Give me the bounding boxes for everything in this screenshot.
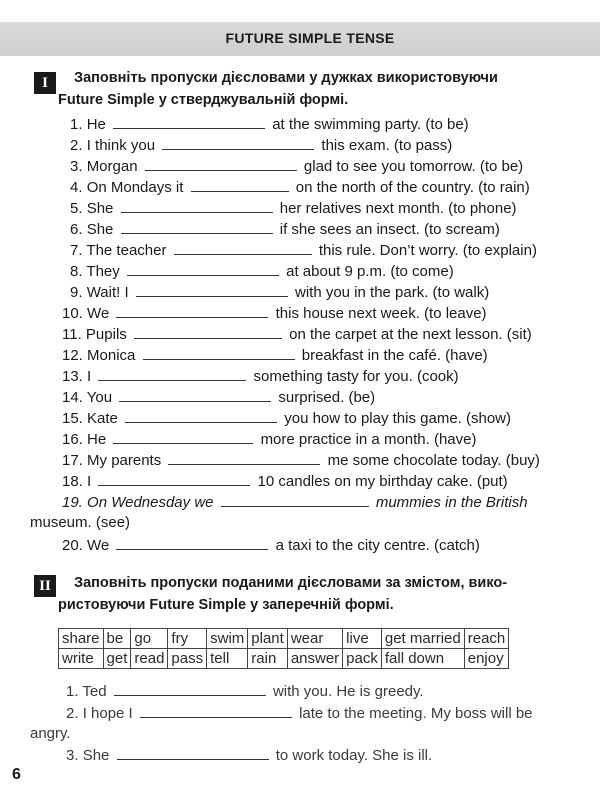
item-prefix: I hope I xyxy=(82,705,133,722)
word-cell: wear xyxy=(287,629,342,649)
item-suffix: 10 candles on my birthday cake. (put) xyxy=(257,473,508,490)
exercise-1-1 xyxy=(70,114,469,135)
item-suffix: at the swimming party. (to be) xyxy=(272,116,469,133)
word-bank-table xyxy=(58,628,509,669)
word-cell: get xyxy=(103,649,131,669)
item-suffix: if she sees an insect. (to scream) xyxy=(279,221,500,238)
answer-blank[interactable] xyxy=(121,219,273,234)
exercise-1-3 xyxy=(70,156,523,177)
item-suffix: this house next week. (to leave) xyxy=(275,305,487,322)
item-number: 8. xyxy=(70,263,83,280)
item-suffix: glad to see you tomorrow. (to be) xyxy=(303,158,524,175)
exercise-1-19-continuation: museum. (see) xyxy=(30,514,131,531)
exercise-2-2 xyxy=(66,703,533,724)
exercise-1-7 xyxy=(70,240,537,261)
exercise-2-2-continuation: angry. xyxy=(30,725,71,742)
item-number: 6. xyxy=(70,221,83,238)
section-1-instruction-line1: Заповніть пропуски дієсловами у дужках використовуючи xyxy=(74,70,498,86)
item-prefix: I xyxy=(87,473,92,490)
item-prefix: You xyxy=(86,389,113,406)
exercise-1-18 xyxy=(62,471,508,492)
item-number: 3. xyxy=(70,158,83,175)
word-cell: enjoy xyxy=(464,649,509,669)
item-suffix: on the north of the country. (to rain) xyxy=(295,179,530,196)
exercise-1-15 xyxy=(62,408,511,429)
word-cell: pack xyxy=(343,649,382,669)
exercise-1-10 xyxy=(62,303,487,324)
word-cell: plant xyxy=(248,629,288,649)
exercise-1-8 xyxy=(70,261,454,282)
item-prefix: On Mondays it xyxy=(86,179,184,196)
answer-blank[interactable] xyxy=(174,240,312,255)
word-cell: live xyxy=(343,629,382,649)
exercise-1-12 xyxy=(62,345,488,366)
item-suffix: her relatives next month. (to phone) xyxy=(279,200,517,217)
item-number: 5. xyxy=(70,200,83,217)
exercise-1-4 xyxy=(70,177,530,198)
word-bank-row xyxy=(59,629,509,649)
exercise-1-2 xyxy=(70,135,452,156)
answer-blank[interactable] xyxy=(116,535,268,550)
item-number: 16. xyxy=(62,431,83,448)
word-cell: reach xyxy=(464,629,509,649)
section-1-badge: I xyxy=(34,72,56,94)
word-cell: tell xyxy=(207,649,248,669)
word-cell: pass xyxy=(168,649,207,669)
item-number: 18. xyxy=(62,473,83,490)
item-prefix: I think you xyxy=(86,137,156,154)
item-number: 14. xyxy=(62,389,83,406)
item-number: 2. xyxy=(70,137,83,154)
item-prefix: Ted xyxy=(82,683,107,700)
word-cell: get married xyxy=(381,629,464,649)
exercise-1-11 xyxy=(62,324,532,345)
answer-blank[interactable] xyxy=(114,681,266,696)
item-prefix: She xyxy=(86,221,114,238)
answer-blank[interactable] xyxy=(143,345,295,360)
exercise-1-14 xyxy=(62,387,375,408)
answer-blank[interactable] xyxy=(168,450,320,465)
exercise-1-5 xyxy=(70,198,517,219)
exercise-1-17 xyxy=(62,450,540,471)
answer-blank[interactable] xyxy=(191,177,289,192)
item-prefix: Morgan xyxy=(86,158,138,175)
item-suffix: this exam. (to pass) xyxy=(321,137,453,154)
answer-blank[interactable] xyxy=(117,745,269,760)
item-number: 15. xyxy=(62,410,83,427)
item-suffix: a taxi to the city centre. (catch) xyxy=(275,537,480,554)
item-number: 12. xyxy=(62,347,83,364)
answer-blank[interactable] xyxy=(125,408,277,423)
answer-blank[interactable] xyxy=(134,324,282,339)
item-prefix: The teacher xyxy=(86,242,167,259)
item-suffix: something tasty for you. (cook) xyxy=(253,368,459,385)
item-suffix: with you in the park. (to walk) xyxy=(294,284,490,301)
item-suffix: surprised. (be) xyxy=(278,389,376,406)
answer-blank[interactable] xyxy=(140,703,292,718)
page-title: FUTURE SIMPLE TENSE xyxy=(225,30,395,46)
item-prefix: Pupils xyxy=(85,326,127,343)
item-suffix: me some chocolate today. (buy) xyxy=(327,452,540,469)
exercise-2-1 xyxy=(66,681,424,702)
item-suffix: breakfast in the café. (have) xyxy=(301,347,488,364)
word-cell: answer xyxy=(287,649,342,669)
item-number: 20. xyxy=(62,537,83,554)
item-suffix: mummies in the British xyxy=(375,494,528,511)
exercise-1-19 xyxy=(62,492,528,513)
answer-blank[interactable] xyxy=(136,282,288,297)
section-2-badge: II xyxy=(34,575,56,597)
item-suffix: with you. He is greedy. xyxy=(272,683,424,700)
item-suffix: late to the meeting. My boss will be xyxy=(299,705,533,722)
item-suffix: on the carpet at the next lesson. (sit) xyxy=(289,326,532,343)
answer-blank[interactable] xyxy=(221,492,369,507)
answer-blank[interactable] xyxy=(113,429,253,444)
exercise-1-16 xyxy=(62,429,477,450)
exercise-1-9 xyxy=(70,282,489,303)
item-number: 1. xyxy=(70,116,83,133)
item-prefix: I xyxy=(87,368,92,385)
word-cell: swim xyxy=(207,629,248,649)
item-prefix: She xyxy=(82,747,110,764)
item-prefix: Kate xyxy=(87,410,118,427)
section-2-instruction-line1: Заповніть пропуски поданими дієсловами за змістом, вико- xyxy=(74,575,508,591)
word-cell: share xyxy=(59,629,104,649)
word-cell: be xyxy=(103,629,131,649)
answer-blank[interactable] xyxy=(121,198,273,213)
item-prefix: He xyxy=(86,116,106,133)
item-number: 9. xyxy=(70,284,83,301)
item-prefix: We xyxy=(87,537,110,554)
item-prefix: She xyxy=(86,200,114,217)
item-prefix: Monica xyxy=(87,347,136,364)
answer-blank[interactable] xyxy=(119,387,271,402)
answer-blank[interactable] xyxy=(162,135,314,150)
answer-blank[interactable] xyxy=(113,114,265,129)
item-prefix: Wait! I xyxy=(86,284,129,301)
item-number: 2. xyxy=(66,705,79,722)
item-suffix: you how to play this game. (show) xyxy=(284,410,512,427)
word-cell: write xyxy=(59,649,104,669)
section-1-instruction-line2: Future Simple у стверджувальній формі. xyxy=(58,92,349,108)
item-suffix: at about 9 p.m. (to come) xyxy=(286,263,454,280)
word-cell: read xyxy=(131,649,168,669)
item-number: 13. xyxy=(62,368,83,385)
word-cell: fry xyxy=(168,629,207,649)
item-number: 1. xyxy=(66,683,79,700)
item-number: 11. xyxy=(62,326,82,343)
word-cell: go xyxy=(131,629,168,649)
item-number: 17. xyxy=(62,452,83,469)
exercise-1-20 xyxy=(62,535,480,556)
item-number: 7. xyxy=(70,242,83,259)
item-prefix: We xyxy=(87,305,110,322)
answer-blank[interactable] xyxy=(116,303,268,318)
section-2-instruction-line2: ристовуючи Future Simple у заперечній формі. xyxy=(58,597,394,613)
item-suffix: more practice in a month. (have) xyxy=(260,431,477,448)
word-cell: rain xyxy=(248,649,288,669)
item-prefix: He xyxy=(87,431,107,448)
exercise-1-13 xyxy=(62,366,459,387)
item-number: 4. xyxy=(70,179,83,196)
exercise-2-3 xyxy=(66,745,432,766)
answer-blank[interactable] xyxy=(98,366,246,381)
item-prefix: On Wednesday we xyxy=(87,494,214,511)
item-prefix: My parents xyxy=(87,452,162,469)
word-cell: fall down xyxy=(381,649,464,669)
item-suffix: to work today. She is ill. xyxy=(275,747,433,764)
item-number: 19. xyxy=(62,494,83,511)
item-number: 3. xyxy=(66,747,79,764)
exercise-1-6 xyxy=(70,219,500,240)
item-number: 10. xyxy=(62,305,83,322)
page-number: 6 xyxy=(12,766,21,783)
item-prefix: They xyxy=(86,263,120,280)
word-bank-row xyxy=(59,649,509,669)
item-suffix: this rule. Don’t worry. (to explain) xyxy=(318,242,537,259)
answer-blank[interactable] xyxy=(98,471,250,486)
answer-blank[interactable] xyxy=(127,261,279,276)
answer-blank[interactable] xyxy=(145,156,297,171)
